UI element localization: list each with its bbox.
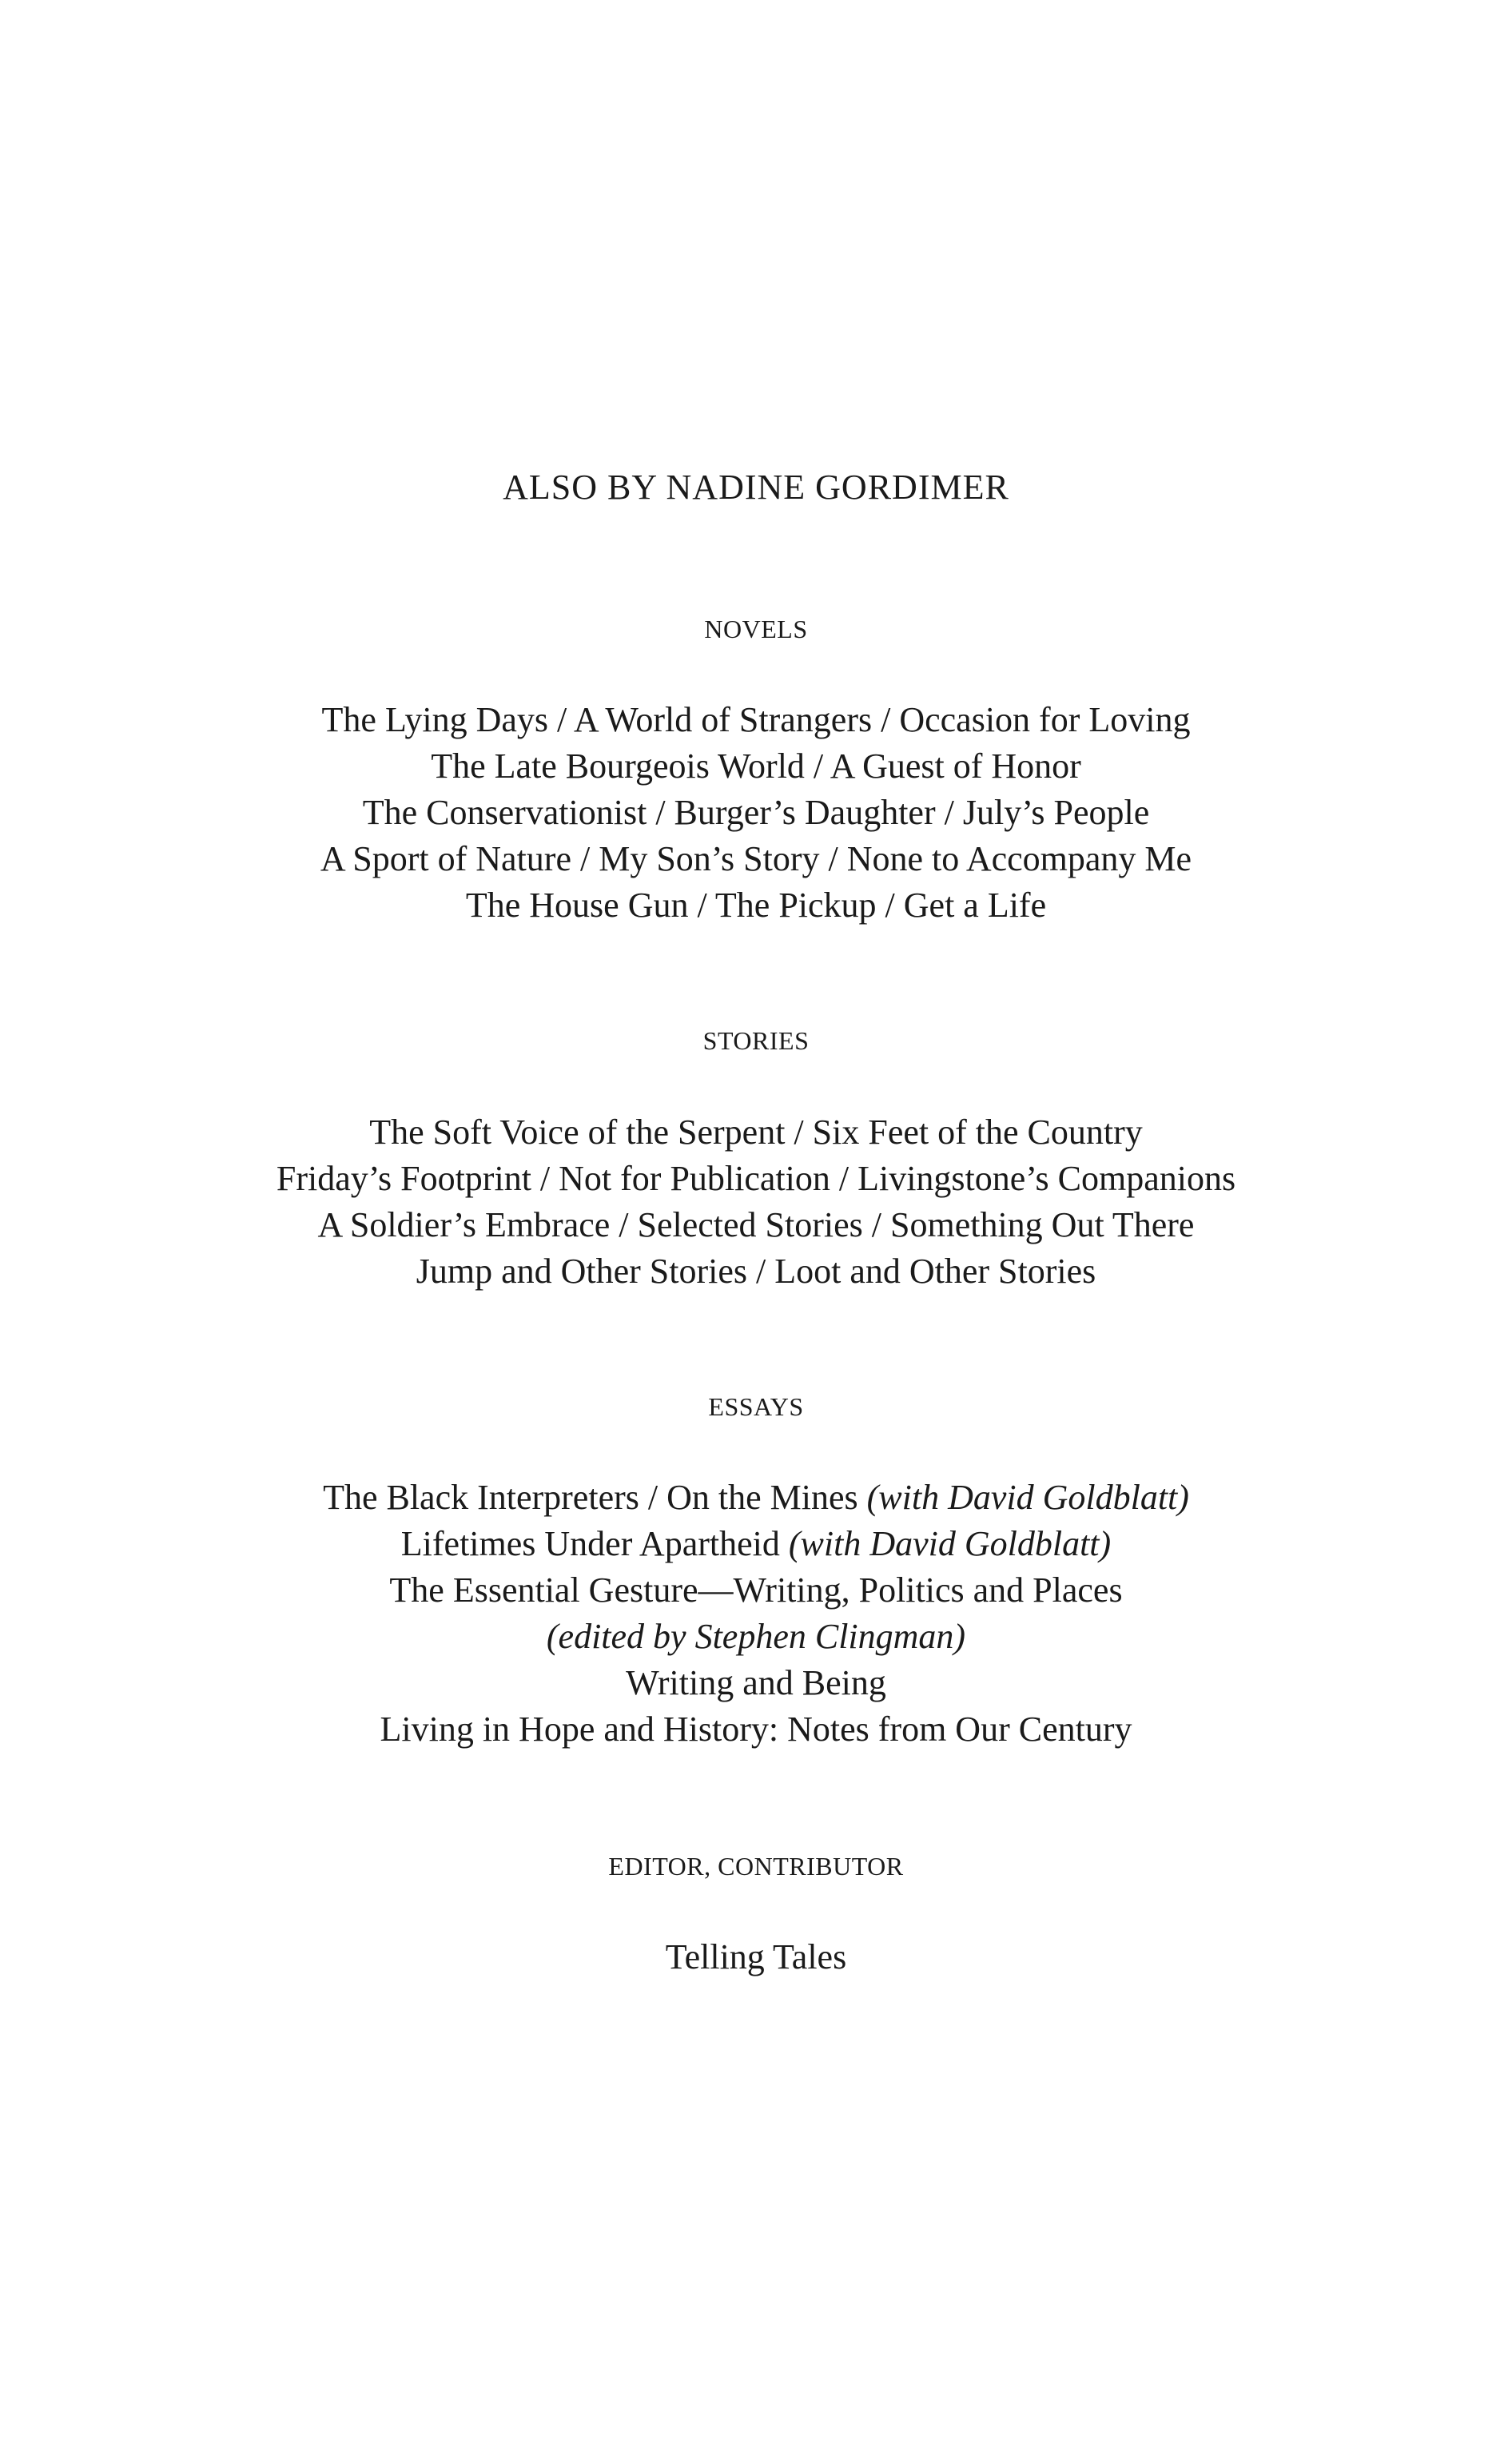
essays-line-text: The Black Interpreters / On the Mines — [323, 1478, 867, 1517]
essays-line-note: (with David Goldblatt) — [866, 1478, 1189, 1517]
stories-line: Friday’s Footprint / Not for Publication / Livingstone’s Companions — [276, 1159, 1236, 1198]
essays-line: Writing and Being — [626, 1663, 886, 1702]
editor-list — [0, 1934, 1512, 1980]
page-title: ALSO BY NADINE GORDIMER — [503, 468, 1009, 507]
section-heading-essays: ESSAYS — [708, 1392, 804, 1421]
section-heading-editor: EDITOR, CONTRIBUTOR — [608, 1852, 904, 1881]
essays-line-text: Lifetimes Under Apartheid — [400, 1524, 789, 1563]
novels-line: The House Gun / The Pickup / Get a Life — [465, 886, 1047, 925]
stories-list — [0, 1109, 1512, 1295]
section-heading-stories: STORIES — [702, 1026, 810, 1055]
essays-line — [0, 1475, 1512, 1521]
essays-list — [0, 1475, 1512, 1753]
essays-line: The Essential Gesture—Writing, Politics and Places — [389, 1570, 1123, 1610]
essays-line-note: (edited by Stephen Clingman) — [546, 1617, 966, 1656]
stories-line: Jump and Other Stories / Loot and Other Stories — [416, 1252, 1096, 1291]
novels-line: The Lying Days / A World of Strangers / Occasion for Loving — [321, 700, 1191, 739]
novels-line: The Late Bourgeois World / A Guest of Honor — [431, 746, 1081, 786]
novels-line: A Sport of Nature / My Son’s Story / None to Accompany Me — [320, 839, 1192, 878]
essays-line-note: (with David Goldblatt) — [788, 1524, 1112, 1563]
stories-line: A Soldier’s Embrace / Selected Stories / Something Out There — [317, 1205, 1195, 1244]
stories-line: The Soft Voice of the Serpent / Six Feet of the Country — [369, 1113, 1143, 1152]
editor-line: Telling Tales — [665, 1937, 847, 1976]
section-heading-novels: NOVELS — [704, 615, 808, 643]
novels-line: The Conservationist / Burger’s Daughter / July’s People — [362, 793, 1150, 832]
essays-line: Living in Hope and History: Notes from Our Century — [380, 1710, 1132, 1749]
novels-list — [0, 697, 1512, 929]
essays-line — [0, 1521, 1512, 1567]
